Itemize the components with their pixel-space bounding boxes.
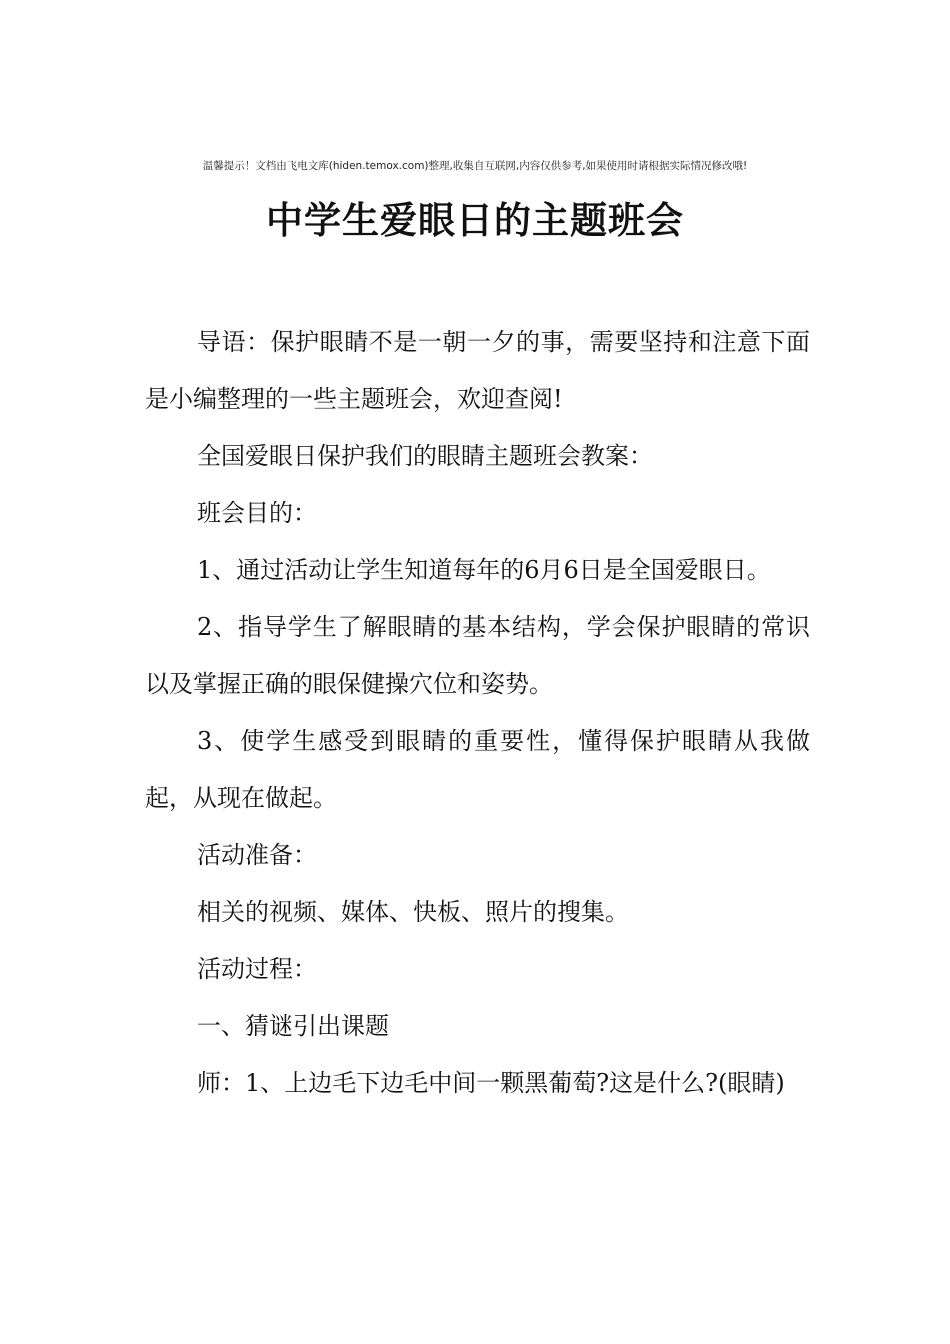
- paragraph-process-heading: 活动过程：: [197, 955, 317, 983]
- paragraph-intro: 导语：保护眼睛不是一朝一夕的事，需要坚持和注意下面是小编整理的一些主题班会，欢迎查阅!: [145, 328, 810, 413]
- document-title: 中学生爱眼日的主题班会: [266, 199, 684, 242]
- paragraph-riddle-1: 师：1、上边毛下边毛中间一颗黑葡萄?这是什么?(眼睛): [197, 1069, 785, 1097]
- paragraph-goal-2: 2、指导学生了解眼睛的基本结构，学会保护眼睛的常识以及掌握正确的眼保健操穴位和姿势。: [145, 613, 810, 698]
- paragraph-section-1: 一、猜谜引出课题: [197, 1012, 389, 1040]
- paragraph-goals-heading: 班会目的：: [197, 499, 317, 527]
- paragraph-goal-3: 3、使学生感受到眼睛的重要性，懂得保护眼睛从我做起，从现在做起。: [145, 727, 810, 812]
- paragraph-preparation: 相关的视频、媒体、快板、照片的搜集。: [197, 898, 629, 926]
- document-body: [145, 314, 810, 1112]
- paragraph-preparation-heading: 活动准备：: [197, 841, 317, 869]
- header-notice: 温馨提示！文档由飞电文库(hiden.temox.com)整理,收集自互联网,内容仅供参考,如果使用时请根据实际情况修改哦!: [202, 160, 748, 172]
- paragraph-goal-1: 1、通过活动让学生知道每年的6月6日是全国爱眼日。: [197, 556, 771, 584]
- paragraph-lesson-plan-heading: 全国爱眼日保护我们的眼睛主题班会教案：: [197, 442, 653, 470]
